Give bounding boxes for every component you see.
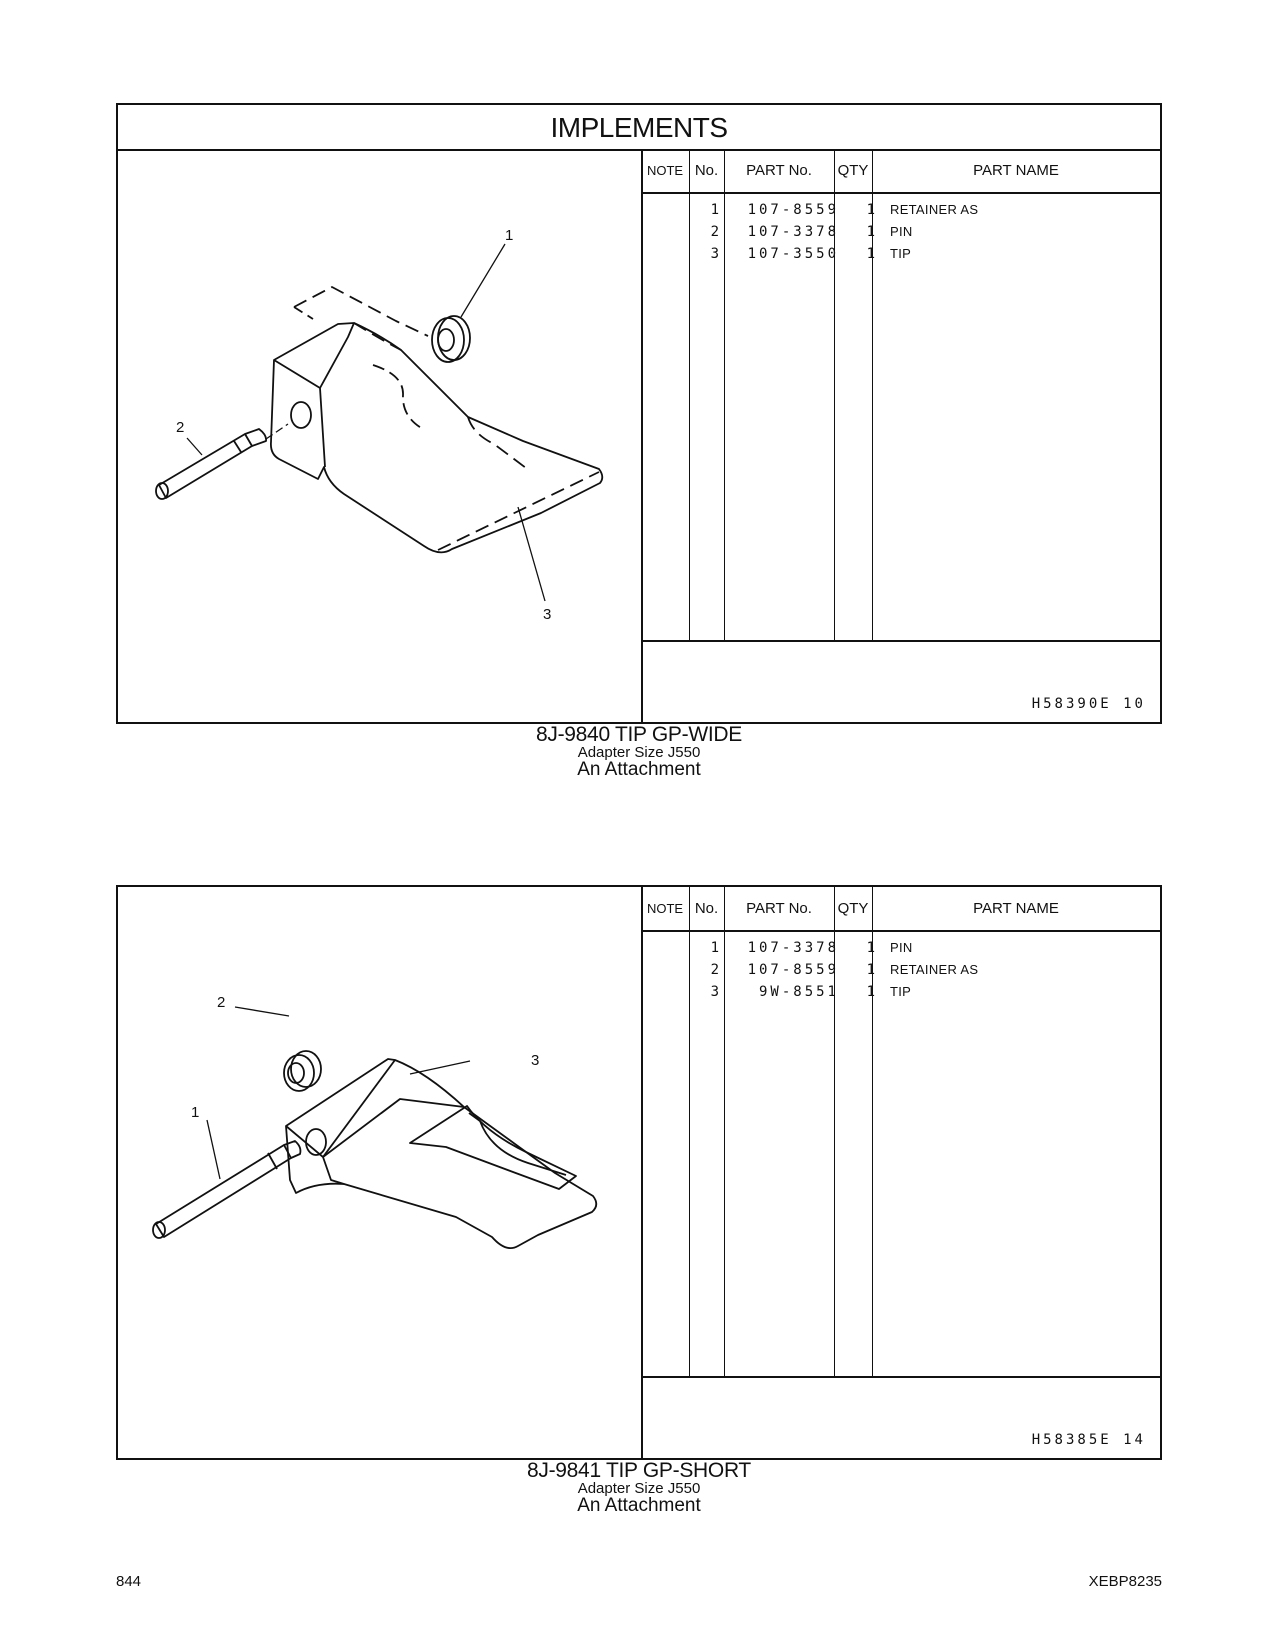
quantity: 1 bbox=[866, 202, 875, 218]
table-row bbox=[641, 984, 1160, 1006]
quantity: 1 bbox=[866, 224, 875, 240]
table-row bbox=[641, 940, 1160, 962]
row-number: 2 bbox=[710, 224, 719, 240]
part-number: 107-3550 bbox=[747, 246, 839, 262]
callout-3: 3 bbox=[531, 1052, 540, 1069]
part-name: RETAINER AS bbox=[890, 202, 979, 217]
header-note: NOTE bbox=[646, 163, 684, 178]
quantity: 1 bbox=[866, 940, 875, 956]
section-title: IMPLEMENTS bbox=[118, 105, 1160, 151]
callout-2: 2 bbox=[217, 994, 226, 1011]
header-part-no: PART No. bbox=[746, 900, 812, 917]
figure-code: H58385E 14 bbox=[1031, 1432, 1146, 1448]
illustration-tip-gp-wide bbox=[118, 149, 643, 722]
part-number: 107-8559 bbox=[747, 202, 839, 218]
part-number: 107-3378 bbox=[747, 224, 839, 240]
row-number: 2 bbox=[710, 962, 719, 978]
part-name: TIP bbox=[890, 246, 912, 261]
header-note: NOTE bbox=[646, 901, 684, 916]
caption-title: 8J-9841 TIP GP-SHORT bbox=[527, 1459, 751, 1482]
callout-2: 2 bbox=[176, 419, 185, 436]
part-number: 107-3378 bbox=[747, 940, 839, 956]
part-name: TIP bbox=[890, 984, 912, 999]
document-code: XEBP8235 bbox=[1088, 1573, 1162, 1590]
callout-1: 1 bbox=[505, 227, 514, 244]
parts-block-2 bbox=[116, 885, 1162, 1460]
caption-subtitle: Adapter Size J550 bbox=[577, 744, 701, 761]
tip-wide-drawing bbox=[118, 149, 641, 724]
quantity: 1 bbox=[866, 984, 875, 1000]
row-number: 1 bbox=[710, 202, 719, 218]
table-row bbox=[641, 246, 1160, 268]
table-header bbox=[641, 149, 1160, 194]
header-part-name: PART NAME bbox=[973, 162, 1059, 179]
header-part-name: PART NAME bbox=[973, 900, 1059, 917]
part-number: 9W-8551 bbox=[758, 984, 839, 1000]
callout-3: 3 bbox=[543, 606, 552, 623]
page-number: 844 bbox=[116, 1573, 142, 1590]
caption-attachment: An Attachment bbox=[577, 1495, 701, 1516]
part-name: PIN bbox=[890, 940, 913, 955]
table-footer bbox=[641, 640, 1160, 722]
caption-1 bbox=[116, 724, 1162, 780]
table-footer bbox=[641, 1376, 1160, 1458]
parts-table-2 bbox=[641, 887, 1160, 1458]
caption-attachment: An Attachment bbox=[577, 759, 701, 780]
header-qty: QTY bbox=[837, 900, 869, 917]
parts-block-1 bbox=[116, 103, 1162, 724]
caption-2 bbox=[116, 1460, 1162, 1516]
part-number: 107-8559 bbox=[747, 962, 839, 978]
table-row bbox=[641, 202, 1160, 224]
table-row bbox=[641, 962, 1160, 984]
row-number: 3 bbox=[710, 246, 719, 262]
header-qty: QTY bbox=[837, 162, 869, 179]
quantity: 1 bbox=[866, 962, 875, 978]
part-name: RETAINER AS bbox=[890, 962, 979, 977]
row-number: 3 bbox=[710, 984, 719, 1000]
header-no: No. bbox=[694, 162, 719, 179]
row-number: 1 bbox=[710, 940, 719, 956]
caption-subtitle: Adapter Size J550 bbox=[577, 1480, 701, 1497]
tip-short-drawing bbox=[118, 887, 641, 1458]
callout-1: 1 bbox=[191, 1104, 200, 1121]
parts-table-1 bbox=[641, 149, 1160, 722]
table-header bbox=[641, 887, 1160, 932]
header-no: No. bbox=[694, 900, 719, 917]
part-name: PIN bbox=[890, 224, 913, 239]
quantity: 1 bbox=[866, 246, 875, 262]
figure-code: H58390E 10 bbox=[1031, 696, 1146, 712]
illustration-tip-gp-short bbox=[118, 887, 643, 1458]
caption-title: 8J-9840 TIP GP-WIDE bbox=[536, 723, 742, 746]
table-row bbox=[641, 224, 1160, 246]
header-part-no: PART No. bbox=[746, 162, 812, 179]
